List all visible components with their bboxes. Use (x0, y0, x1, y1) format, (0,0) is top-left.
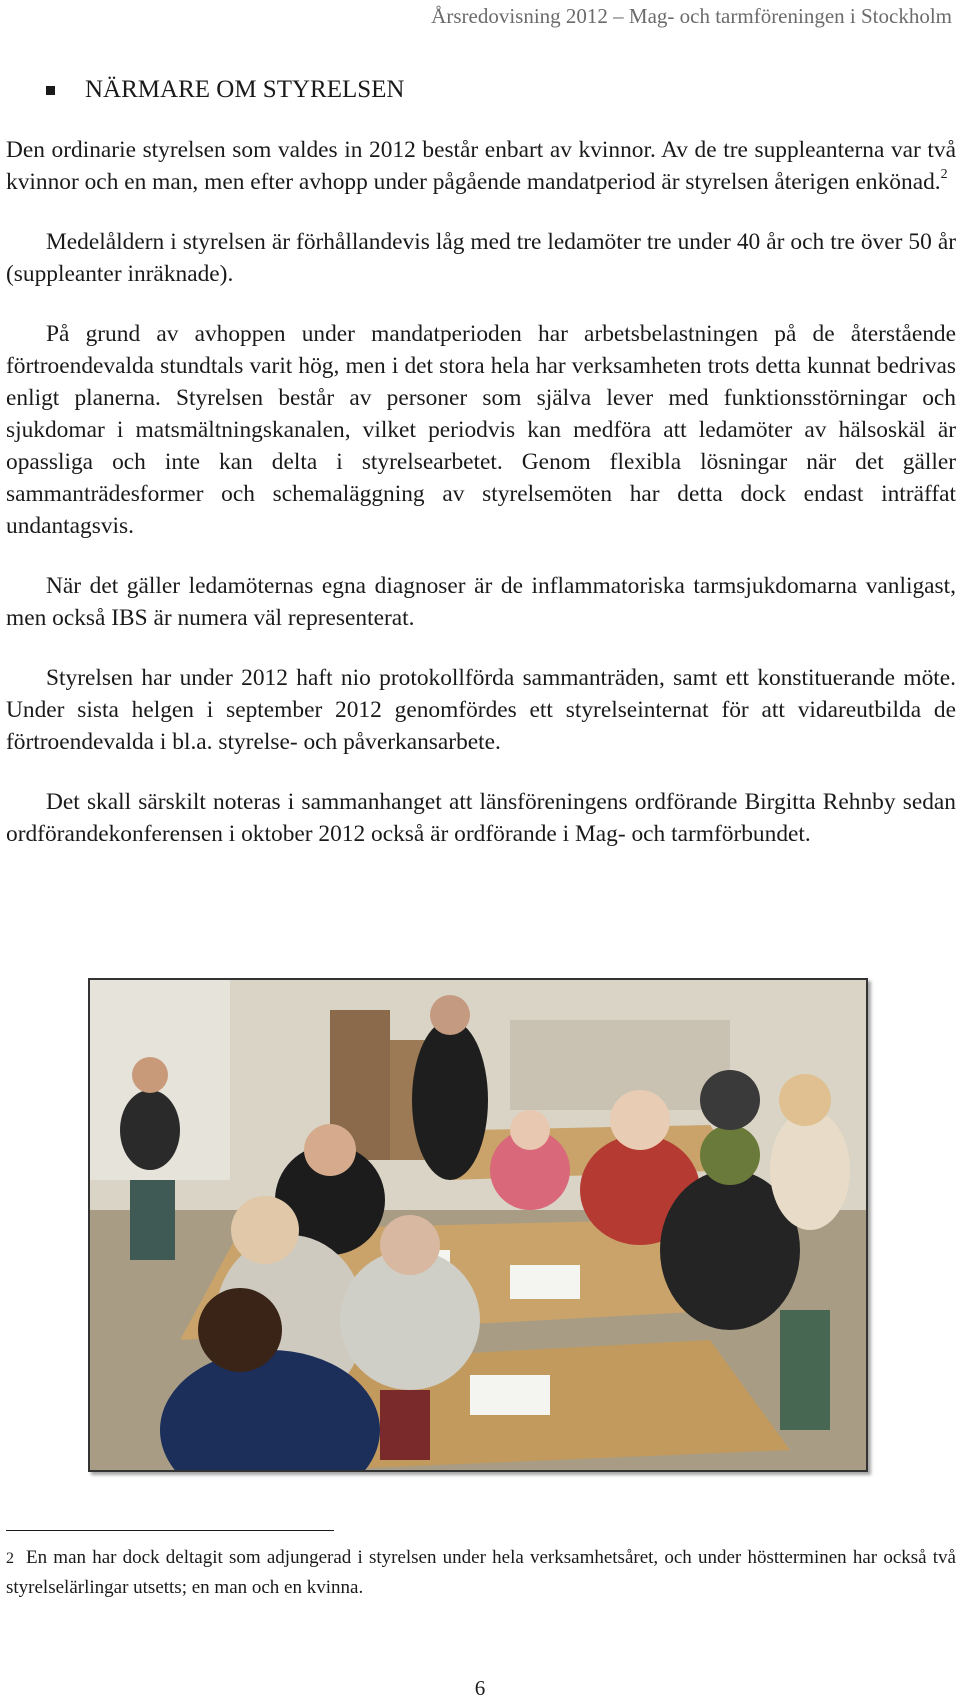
paragraph-1: Den ordinarie styrelsen som valdes in 2012 består enbart av kvinnor. Av de tre suppleanterna var två kvinnor och en man, men efter avhopp under pågående mandatperiod är styrelsen återigen enkönad.$^2$ (6, 137, 956, 195)
meeting-photo-illustration (90, 980, 866, 1470)
paragraph-3: På grund av avhoppen under mandatperioden har arbetsbelastningen på de återstående förtroendevalda stundtals varit hög, men i det stora hela har verksamheten trots detta kunnat bedrivas enligt planerna. Styrelsen består av personer som själva lever med funktionsstörningar och sjukdomar i matsmältningskanalen, vilket periodvis kan medföra att ledamöter av hälsoskäl är opassliga och inte kan delta i styrelsearbetet. Genom flexibla lösningar när det gäller sammanträdesformer och schemaläggning av styrelsemöten har detta dock endast inträffat undantagsvis. (6, 321, 956, 539)
meeting-photo (88, 978, 868, 1472)
paragraph-6: Det skall särskilt noteras i sammanhanget att länsföreningens ordförande Birgitta Rehnby sedan ordförandekonferensen i oktober 2012 också är ordförande i Mag- och tarmförbundet. (6, 789, 956, 847)
footnote-ref[interactable]: 2 (940, 167, 948, 183)
footnote-divider (6, 1530, 334, 1531)
paragraph-5: Styrelsen har under 2012 haft nio protokollförda sammanträden, samt ett konstituerande möte. Under sista helgen i september 2012 genomfördes ett styrelseinternat för att vidareutbilda de förtroendevalda i bl.a. styrelse- och påverkansarbete. (6, 665, 956, 755)
running-header: Årsredovisning 2012 – Mag- och tarmföreningen i Stockholm (431, 4, 952, 28)
footnote (6, 1543, 956, 1602)
square-bullet-icon (46, 86, 55, 95)
page-number: 6 (474, 1676, 486, 1700)
section-title: NÄRMARE OM STYRELSEN (85, 76, 405, 103)
footnote-text: En man har dock deltagit som adjungerad i styrelsen under hela verksamhetsåret, och under höstterminen har också två styrelselärlingar utsetts; en man och en kvinna. (6, 1547, 956, 1598)
paragraph-2: Medelåldern i styrelsen är förhållandevis låg med tre ledamöter tre under 40 år och tre över 50 år (suppleanter inräknade). (6, 229, 956, 287)
paragraph-4: När det gäller ledamöternas egna diagnoser är de inflammatoriska tarmsjukdomarna vanligast, men också IBS är numera väl representerat. (6, 573, 956, 631)
body-text (6, 134, 956, 878)
footnote-number: 2 (6, 1550, 14, 1567)
section-heading (46, 76, 404, 104)
